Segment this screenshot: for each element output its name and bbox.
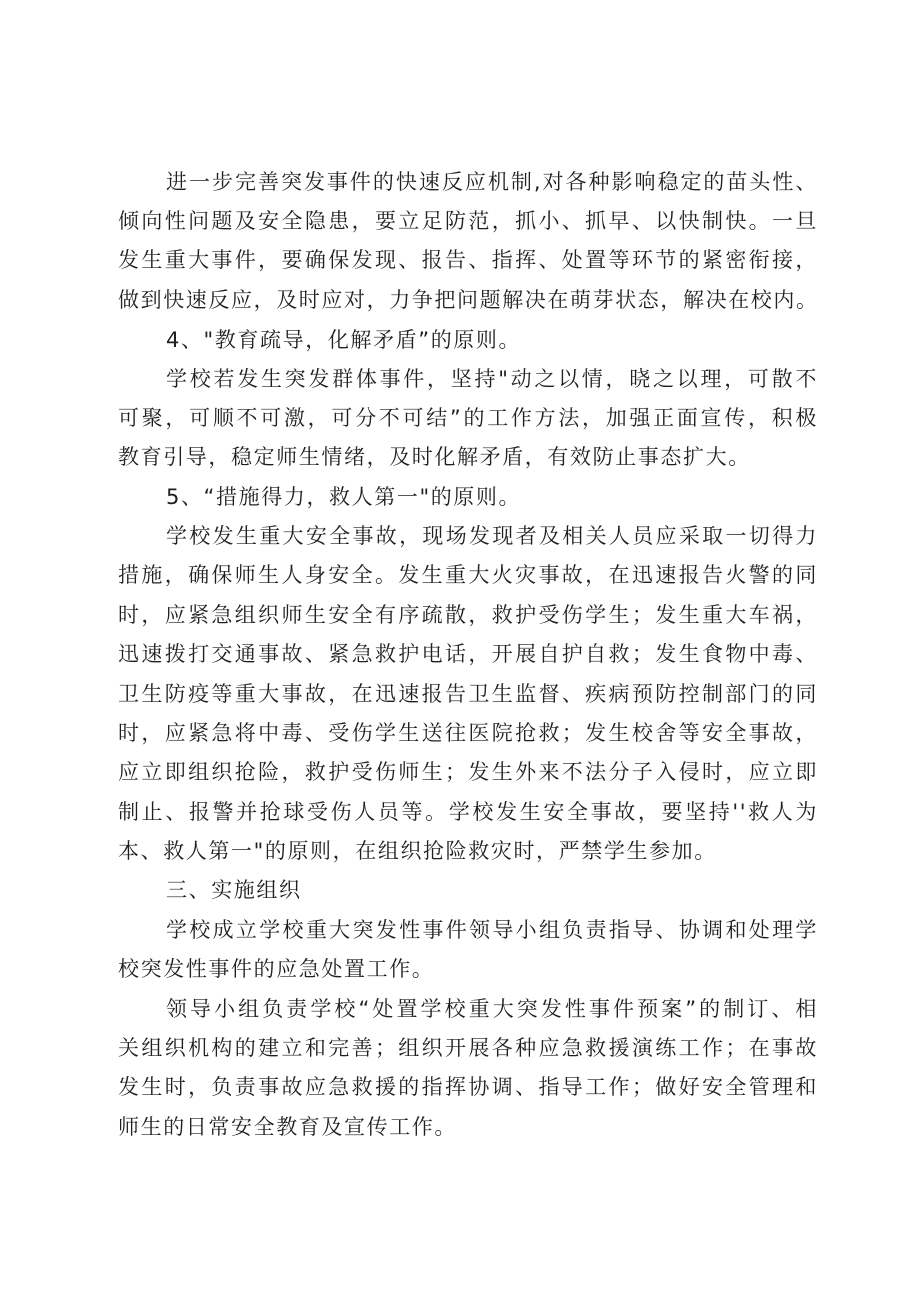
text-line: 学校成立学校重大突发性事件领导小组负责指导、协调和处理学: [166, 918, 818, 942]
text-line: 倾向性问题及安全隐患，要立足防范，抓小、抓早、以快制快。一旦: [118, 209, 818, 233]
text-line: 进一步完善突发事件的快速反应机制,对各种影响稳定的苗头性、: [166, 170, 818, 194]
text-line: 领导小组负责学校“处置学校重大突发性事件预案”的制订、相: [166, 997, 818, 1021]
section-heading: 4、"教育疏导，化解矛盾”的原则。: [166, 328, 522, 352]
text-line: 时，应紧急将中毒、受伤学生送往医院抢救；发生校舍等安全事故，: [118, 721, 818, 745]
text-line: 发生重大事件，要确保发现、报告、指挥、处置等环节的紧密衔接，: [118, 248, 818, 272]
text-line: 卫生防疫等重大事故，在迅速报告卫生监督、疾病预防控制部门的同: [118, 682, 818, 706]
section-heading: 5、“措施得力，救人第一"的原则。: [166, 485, 522, 509]
text-line: 关组织机构的建立和完善；组织开展各种应急救援演练工作；在事故: [118, 1036, 818, 1060]
text-line: 迅速拨打交通事故、紧急救护电话，开展自护自救；发生食物中毒、: [118, 642, 818, 666]
text-line: 做到快速反应，及时应对，力争把问题解决在萌芽状态，解决在校内。: [118, 288, 819, 312]
text-line: 时，应紧急组织师生安全有序疏散，救护受伤学生；发生重大车祸，: [118, 603, 818, 627]
text-line: 师生的日常安全教育及宣传工作。: [118, 1115, 457, 1139]
text-line: 制止、报警并抢球受伤人员等。学校发生安全事故，要坚持''救人为: [118, 800, 818, 824]
text-line: 校突发性事件的应急处置工作。: [118, 957, 435, 981]
text-line: 学校若发生突发群体事件，坚持"动之以情，晓之以理，可散不: [166, 367, 818, 391]
text-line: 本、救人第一"的原则，在组织抢险救灾时，严禁学生参加。: [118, 839, 717, 863]
text-line: 措施，确保师生人身安全。发生重大火灾事故，在迅速报告火警的同: [118, 563, 818, 587]
section-heading: 三、实施组织: [166, 878, 302, 902]
text-line: 可聚，可顺不可激，可分不可结”的工作方法，加强正面宣传，积极: [118, 406, 818, 430]
text-line: 教育引导，稳定师生情绪，及时化解矛盾，有效防止事态扩大。: [118, 445, 751, 469]
text-line: 发生时，负责事故应急救援的指挥协调、指导工作；做好安全管理和: [118, 1075, 818, 1099]
text-line: 学校发生重大安全事故，现场发现者及相关人员应采取一切得力: [166, 524, 818, 548]
text-line: 应立即组织抢险，救护受伤师生；发生外来不法分子入侵时，应立即: [118, 760, 818, 784]
